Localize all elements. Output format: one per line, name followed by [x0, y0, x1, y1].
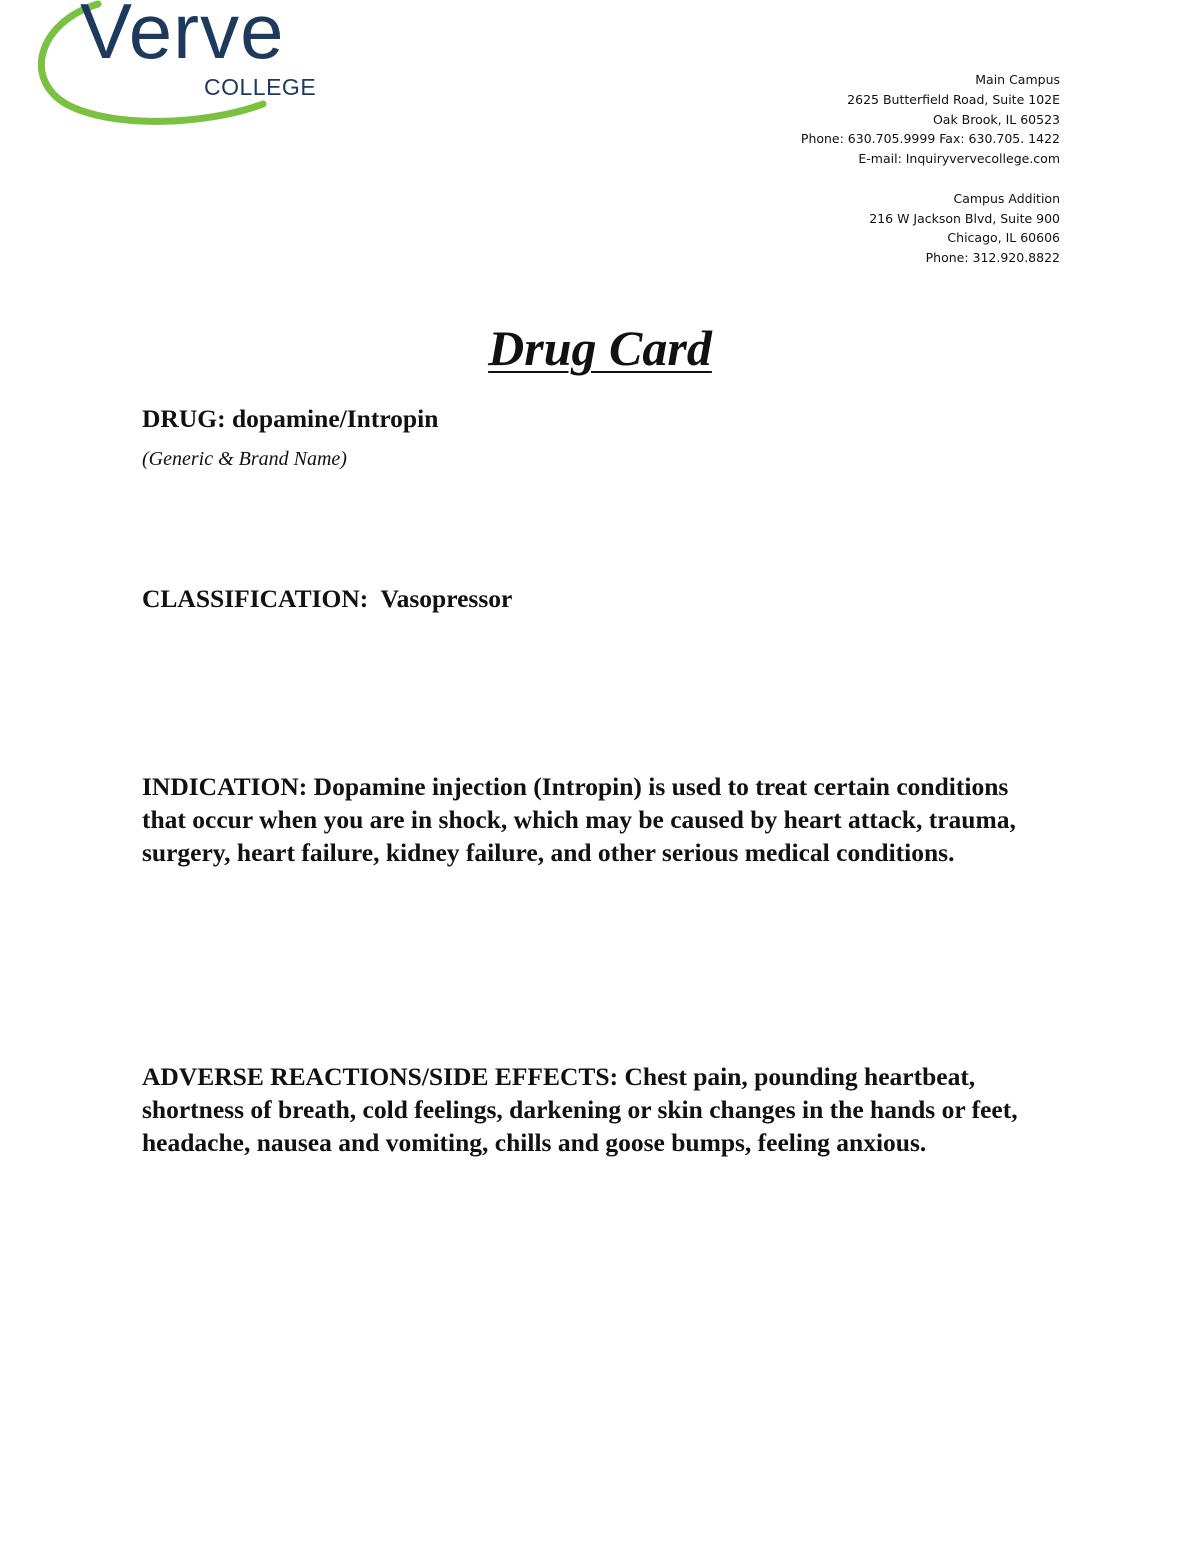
campus-addition-street: 216 W Jackson Blvd, Suite 900	[869, 210, 1060, 226]
campus-addition-city: Chicago, IL 60606	[947, 230, 1060, 246]
drug-value: dopamine/Intropin	[231, 404, 439, 433]
logo-subtitle: COLLEGE	[204, 74, 317, 100]
main-campus-heading: Main Campus	[975, 72, 1060, 87]
campus-address-block	[801, 70, 1060, 268]
adverse-reactions-field	[142, 1060, 1042, 1159]
page-title: Drug Card	[488, 320, 712, 376]
campus-addition-heading: Campus Addition	[953, 190, 1060, 206]
logo-wordmark: Verve	[80, 0, 285, 75]
address-spacer	[801, 169, 1060, 189]
main-campus-email: E-mail: Inquiryvervecollege.com	[858, 151, 1060, 167]
verve-college-logo	[28, 0, 318, 130]
adverse-reactions-value: Chest pain, pounding heartbeat, shortness of breath, cold feelings, darkening or skin changes in the hands or feet, headache, nausea and vomiting, chills and goose bumps, feeling anxious.	[142, 1062, 1018, 1157]
indication-value: Dopamine injection (Intropin) is used to treat certain conditions that occur when you are in shock, which may be caused by heart attack, trauma, surgery, heart failure, kidney failure, and other serious medical conditions.	[142, 772, 1016, 867]
drug-name-note: (Generic & Brand Name)	[142, 448, 347, 470]
drug-label: DRUG:	[142, 404, 226, 433]
drug-field	[142, 402, 1042, 435]
indication-field	[142, 770, 1042, 869]
classification-label: CLASSIFICATION:	[142, 584, 369, 613]
campus-addition-phone: Phone: 312.920.8822	[925, 250, 1060, 266]
adverse-reactions-label: ADVERSE REACTIONS/SIDE EFFECTS:	[142, 1062, 619, 1091]
classification-value: Vasopressor	[380, 584, 513, 613]
main-campus-street: 2625 Butterfield Road, Suite 102E	[847, 91, 1060, 107]
main-campus-city: Oak Brook, IL 60523	[932, 111, 1060, 127]
classification-field	[142, 582, 1042, 615]
indication-label: INDICATION:	[142, 772, 308, 801]
main-campus-phone-fax: Phone: 630.705.9999 Fax: 630.705. 1422	[800, 131, 1060, 147]
